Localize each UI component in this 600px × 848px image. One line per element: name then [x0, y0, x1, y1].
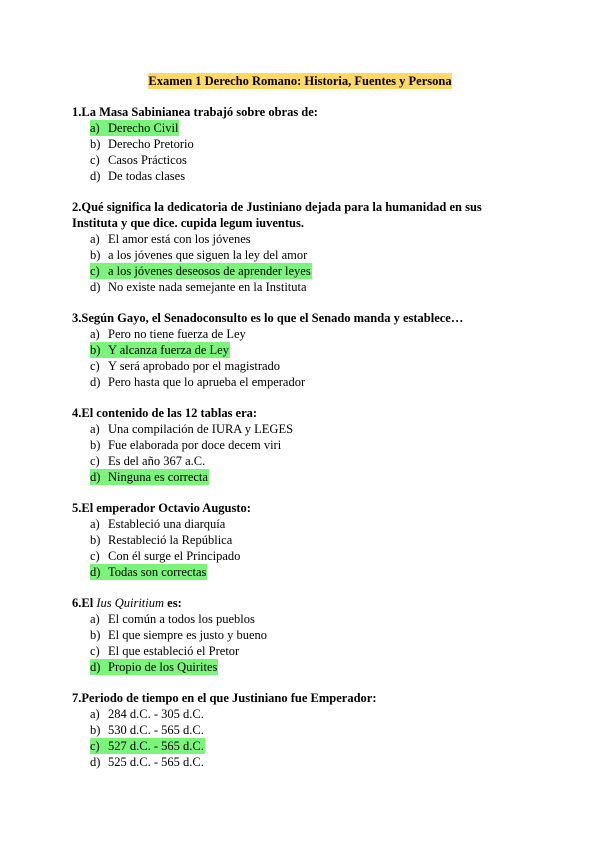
- option-text: Estableció una diarquía: [108, 517, 226, 531]
- answer-option: [72, 722, 530, 738]
- question-6: [72, 595, 530, 675]
- question-prefix: 7.Periodo de tiempo en el que Justiniano fue Emperador:: [72, 691, 377, 705]
- correct-answer-highlight: [90, 342, 230, 358]
- answer-option-body: [90, 136, 195, 152]
- correct-answer-highlight: [90, 564, 207, 580]
- answer-option-body: [90, 421, 294, 437]
- question-7: [72, 690, 530, 770]
- option-letter: c): [90, 549, 100, 563]
- answer-option: [72, 516, 530, 532]
- question-suffix: es:: [164, 596, 182, 610]
- answer-option: [72, 627, 530, 643]
- option-letter: a): [90, 232, 100, 246]
- option-letter: c): [90, 644, 100, 658]
- question-4: [72, 405, 530, 485]
- answer-option-body: [90, 643, 240, 659]
- option-text: Propio de los Quirites: [108, 660, 218, 674]
- option-letter: a): [90, 422, 100, 436]
- option-text: Y alcanza fuerza de Ley: [108, 343, 229, 357]
- question-text: [72, 199, 530, 231]
- answer-option: [72, 564, 530, 580]
- answer-option-body: [90, 247, 308, 263]
- question-text: [72, 104, 530, 120]
- option-text: Pero no tiene fuerza de Ley: [108, 327, 246, 341]
- option-letter: d): [90, 755, 101, 769]
- option-text: a los jóvenes deseosos de aprender leyes: [108, 264, 311, 278]
- option-letter: b): [90, 723, 101, 737]
- question-text: [72, 405, 530, 421]
- answer-option: [72, 231, 530, 247]
- option-letter: b): [90, 343, 101, 357]
- option-letter: d): [90, 660, 101, 674]
- option-text: Derecho Pretorio: [108, 137, 194, 151]
- option-letter: b): [90, 628, 101, 642]
- option-text: El que siempre es justo y bueno: [108, 628, 267, 642]
- question-text: [72, 690, 530, 706]
- answer-option-body: [90, 548, 241, 564]
- answer-option: [72, 168, 530, 184]
- answer-option: [72, 279, 530, 295]
- answer-option-body: [90, 453, 206, 469]
- answer-option-body: [90, 532, 233, 548]
- option-text: Con él surge el Principado: [108, 549, 241, 563]
- option-letter: a): [90, 612, 100, 626]
- option-text: El común a todos los pueblos: [108, 612, 255, 626]
- question-list: [72, 104, 530, 785]
- option-text: Restableció la República: [108, 533, 233, 547]
- answer-option-body: [90, 279, 308, 295]
- answer-option: [72, 120, 530, 136]
- answer-option: [72, 437, 530, 453]
- option-text: Derecho Civil: [108, 121, 179, 135]
- answer-option: [72, 374, 530, 390]
- answer-option: [72, 754, 530, 770]
- option-letter: d): [90, 470, 101, 484]
- option-text: Todas son correctas: [108, 565, 207, 579]
- answer-option-body: [90, 627, 268, 643]
- correct-answer-highlight: [90, 469, 209, 485]
- title-container: [0, 72, 600, 90]
- answer-option-body: [90, 326, 247, 342]
- question-text: [72, 500, 530, 516]
- option-text: No existe nada semejante en la Instituta: [108, 280, 307, 294]
- option-letter: c): [90, 153, 100, 167]
- option-letter: c): [90, 739, 100, 753]
- answer-option: [72, 136, 530, 152]
- option-text: Casos Prácticos: [108, 153, 187, 167]
- option-text: Una compilación de IURA y LEGES: [108, 422, 294, 436]
- answer-option-body: [90, 168, 186, 184]
- answer-option: [72, 358, 530, 374]
- option-text: El amor está con los jóvenes: [108, 232, 251, 246]
- answer-option-body: [90, 231, 252, 247]
- answer-option: [72, 548, 530, 564]
- option-text: De todas clases: [108, 169, 186, 183]
- answer-option: [72, 738, 530, 754]
- answer-option-body: [90, 611, 256, 627]
- option-text: El que estableció el Pretor: [108, 644, 240, 658]
- option-letter: d): [90, 565, 101, 579]
- answer-option: [72, 532, 530, 548]
- question-text: [72, 310, 530, 326]
- option-letter: d): [90, 375, 101, 389]
- option-letter: c): [90, 359, 100, 373]
- option-letter: a): [90, 327, 100, 341]
- answer-option-body: [90, 437, 282, 453]
- question-prefix: 6.El: [72, 596, 97, 610]
- option-letter: b): [90, 248, 101, 262]
- option-letter: c): [90, 454, 100, 468]
- correct-answer-highlight: [90, 738, 205, 754]
- option-letter: b): [90, 137, 101, 151]
- answer-option-body: [90, 706, 205, 722]
- answer-option-body: [90, 358, 281, 374]
- answer-option-body: [90, 754, 205, 770]
- answer-option: [72, 469, 530, 485]
- answer-option-body: [90, 516, 226, 532]
- document-title: Examen 1 Derecho Romano: Historia, Fuentes y Persona: [148, 74, 452, 88]
- answer-option: [72, 263, 530, 279]
- answer-option: [72, 706, 530, 722]
- answer-option: [72, 421, 530, 437]
- option-letter: c): [90, 264, 100, 278]
- option-text: Pero hasta que lo aprueba el emperador: [108, 375, 306, 389]
- question-prefix: 1.La Masa Sabinianea trabajó sobre obras de:: [72, 105, 318, 119]
- question-1: [72, 104, 530, 184]
- option-letter: b): [90, 533, 101, 547]
- question-prefix: 5.El emperador Octavio Augusto:: [72, 501, 251, 515]
- answer-option: [72, 326, 530, 342]
- answer-option: [72, 453, 530, 469]
- question-prefix: 2.Qué significa la dedicatoria de Justiniano dejada para la humanidad en sus Instituta y que dice. cupida legum iuventus.: [72, 200, 482, 230]
- option-letter: a): [90, 517, 100, 531]
- option-text: a los jóvenes que siguen la ley del amor: [108, 248, 308, 262]
- option-text: Fue elaborada por doce decem viri: [108, 438, 282, 452]
- option-text: 525 d.C. - 565 d.C.: [108, 755, 204, 769]
- question-3: [72, 310, 530, 390]
- option-text: 530 d.C. - 565 d.C.: [108, 723, 204, 737]
- question-italic-term: Ius Quiritium: [96, 596, 165, 610]
- option-text: Es del año 367 a.C.: [108, 454, 206, 468]
- option-text: 284 d.C. - 305 d.C.: [108, 707, 204, 721]
- answer-option-body: [90, 722, 205, 738]
- option-text: 527 d.C. - 565 d.C.: [108, 739, 204, 753]
- option-letter: a): [90, 707, 100, 721]
- correct-answer-highlight: [90, 263, 312, 279]
- question-2: [72, 199, 530, 295]
- correct-answer-highlight: [90, 659, 218, 675]
- answer-option-body: [90, 374, 306, 390]
- option-letter: b): [90, 438, 101, 452]
- option-letter: a): [90, 121, 100, 135]
- answer-option: [72, 342, 530, 358]
- correct-answer-highlight: [90, 120, 179, 136]
- question-prefix: 4.El contenido de las 12 tablas era:: [72, 406, 258, 420]
- question-text: [72, 595, 530, 611]
- option-letter: d): [90, 280, 101, 294]
- option-letter: d): [90, 169, 101, 183]
- answer-option: [72, 247, 530, 263]
- answer-option: [72, 643, 530, 659]
- option-text: Y será aprobado por el magistrado: [108, 359, 281, 373]
- question-5: [72, 500, 530, 580]
- question-prefix: 3.Según Gayo, el Senadoconsulto es lo que el Senado manda y establece…: [72, 311, 464, 325]
- answer-option: [72, 152, 530, 168]
- answer-option: [72, 611, 530, 627]
- answer-option: [72, 659, 530, 675]
- option-text: Ninguna es correcta: [108, 470, 208, 484]
- answer-option-body: [90, 152, 188, 168]
